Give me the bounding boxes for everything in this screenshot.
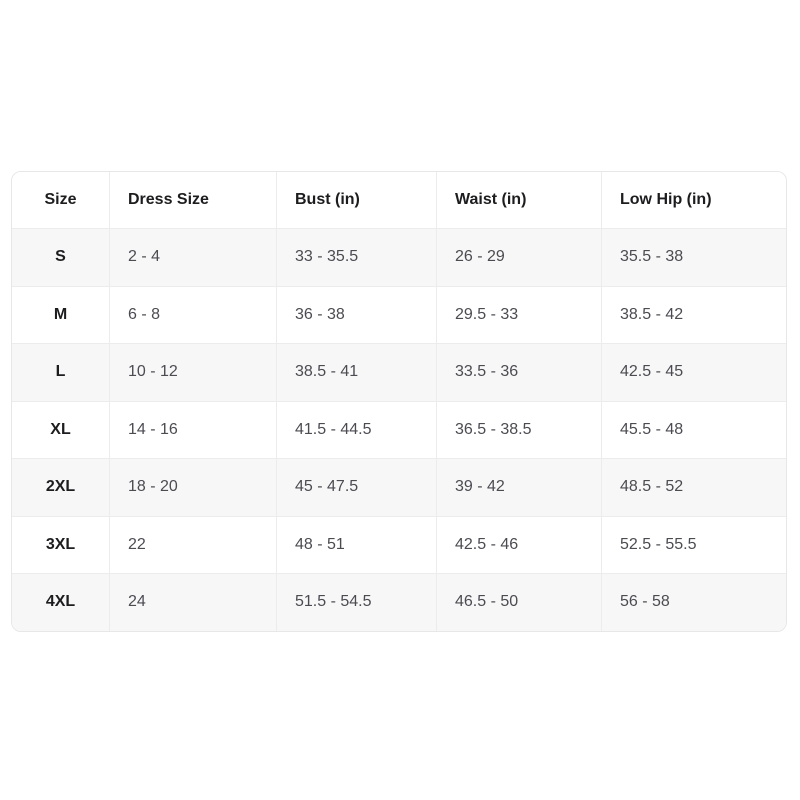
waist-cell: 46.5 - 50 [436,573,601,631]
table-row-s [12,228,787,286]
low-hip-cell: 56 - 58 [601,573,787,631]
size-chart-table [11,171,787,632]
low-hip-cell: 52.5 - 55.5 [601,516,787,574]
size-label: 4XL [12,573,109,631]
dress-size-cell: 6 - 8 [109,286,276,344]
bust-cell: 33 - 35.5 [276,228,436,286]
size-label: 3XL [12,516,109,574]
dress-size-cell: 22 [109,516,276,574]
low-hip-cell: 35.5 - 38 [601,228,787,286]
waist-cell: 42.5 - 46 [436,516,601,574]
column-header-dress-size: Dress Size [109,172,276,228]
size-chart [12,172,787,631]
low-hip-cell: 42.5 - 45 [601,343,787,401]
header-row [12,172,787,228]
bust-cell: 41.5 - 44.5 [276,401,436,459]
bust-cell: 45 - 47.5 [276,458,436,516]
dress-size-cell: 24 [109,573,276,631]
bust-cell: 36 - 38 [276,286,436,344]
table-row-4xl [12,573,787,631]
column-header-low-hip: Low Hip (in) [601,172,787,228]
size-label: S [12,228,109,286]
column-header-size: Size [12,172,109,228]
column-header-waist: Waist (in) [436,172,601,228]
waist-cell: 36.5 - 38.5 [436,401,601,459]
waist-cell: 39 - 42 [436,458,601,516]
size-label: XL [12,401,109,459]
table-row-3xl [12,516,787,574]
dress-size-cell: 10 - 12 [109,343,276,401]
size-label: M [12,286,109,344]
table-row-2xl [12,458,787,516]
bust-cell: 38.5 - 41 [276,343,436,401]
waist-cell: 29.5 - 33 [436,286,601,344]
low-hip-cell: 38.5 - 42 [601,286,787,344]
size-label: L [12,343,109,401]
bust-cell: 51.5 - 54.5 [276,573,436,631]
waist-cell: 33.5 - 36 [436,343,601,401]
table-row-m [12,286,787,344]
dress-size-cell: 2 - 4 [109,228,276,286]
table-row-l [12,343,787,401]
low-hip-cell: 45.5 - 48 [601,401,787,459]
table-row-xl [12,401,787,459]
column-header-bust: Bust (in) [276,172,436,228]
low-hip-cell: 48.5 - 52 [601,458,787,516]
dress-size-cell: 18 - 20 [109,458,276,516]
size-label: 2XL [12,458,109,516]
dress-size-cell: 14 - 16 [109,401,276,459]
bust-cell: 48 - 51 [276,516,436,574]
waist-cell: 26 - 29 [436,228,601,286]
